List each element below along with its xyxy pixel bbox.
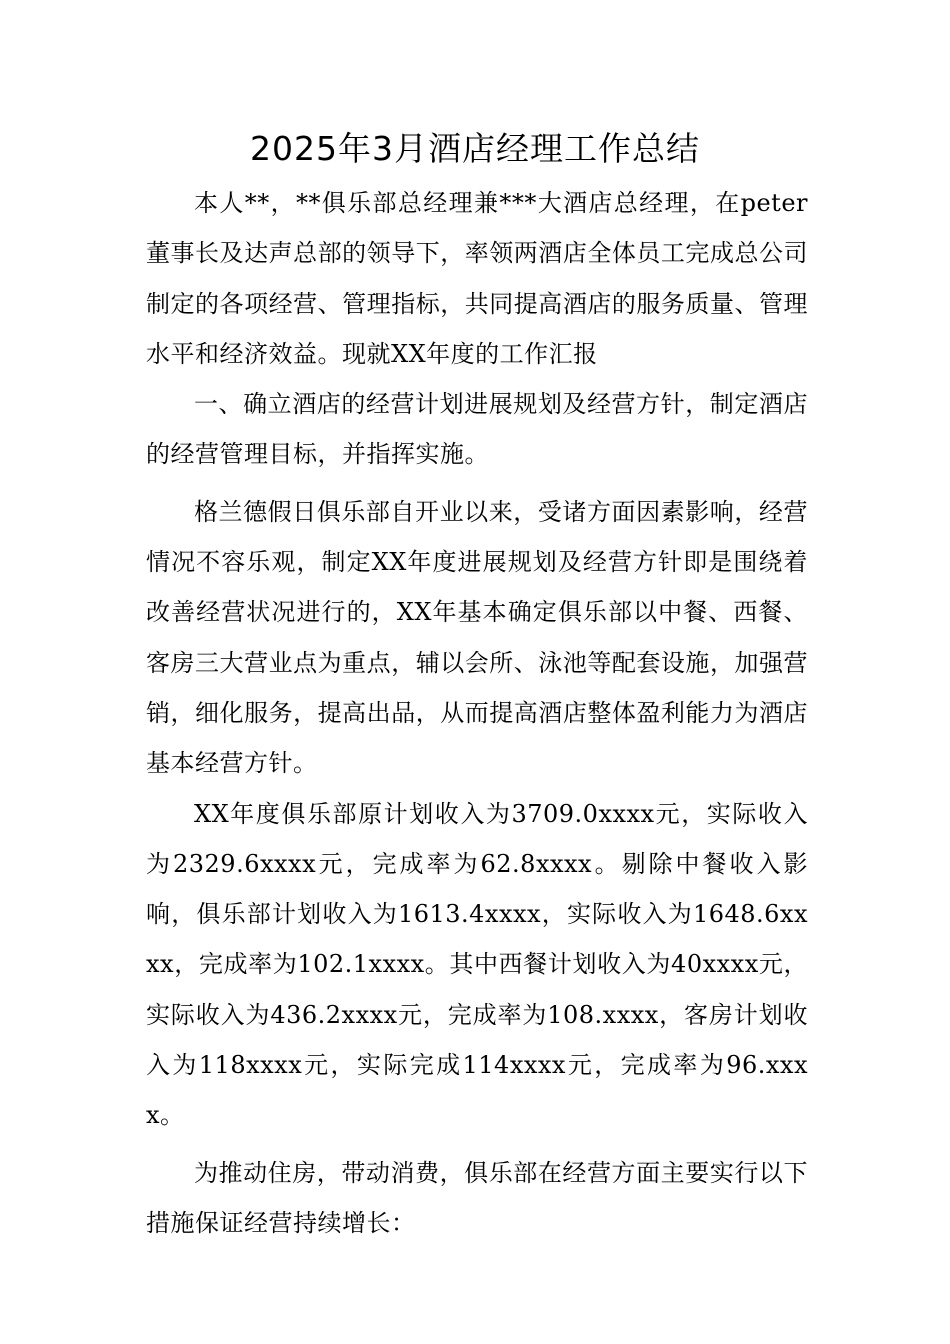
document-title: 2025年3月酒店经理工作总结 [250, 129, 700, 168]
paragraph-revenue-figures: XX年度俱乐部原计划收入为3709.0xxxx元，实际收入为2329.6xxxx元，完成率为62.8xxxx。剔除中餐收入影响，俱乐部计划收入为1613.4xxxx，实际收入为1648.6xxxx，完成率为102.1xxxx。其中西餐计划收入为40xxxx元，实际收入为436.2xxxx元，完成率为108.xxxx，客房计划收入为118xxxx元，实际完成114xxxx元，完成率为96.xxxx。 [146, 799, 808, 1130]
paragraph-intro: 本人**，**俱乐部总经理兼***大酒店总经理，在peter董事长及达声总部的领导下，率领两酒店全体员工完成总公司制定的各项经营、管理指标，共同提高酒店的服务质量、管理水平和经济效益。现就XX年度的工作汇报 [146, 189, 808, 368]
document-body [146, 178, 808, 1248]
paragraph-operating-plan: 格兰德假日俱乐部自开业以来，受诸方面因素影响，经营情况不容乐观，制定XX年度进展规划及经营方针即是围绕着改善经营状况进行的，XX年基本确定俱乐部以中餐、西餐、客房三大营业点为重点，辅以会所、泳池等配套设施，加强营销，细化服务，提高出品，从而提高酒店整体盈利能力为酒店基本经营方针。 [146, 497, 808, 778]
paragraph-measures-intro: 为推动住房，带动消费，俱乐部在经营方面主要实行以下措施保证经营持续增长： [146, 1158, 808, 1237]
paragraph-section-one-heading: 一、确立酒店的经营计划进展规划及经营方针，制定酒店的经营管理目标，并指挥实施。 [146, 390, 808, 469]
